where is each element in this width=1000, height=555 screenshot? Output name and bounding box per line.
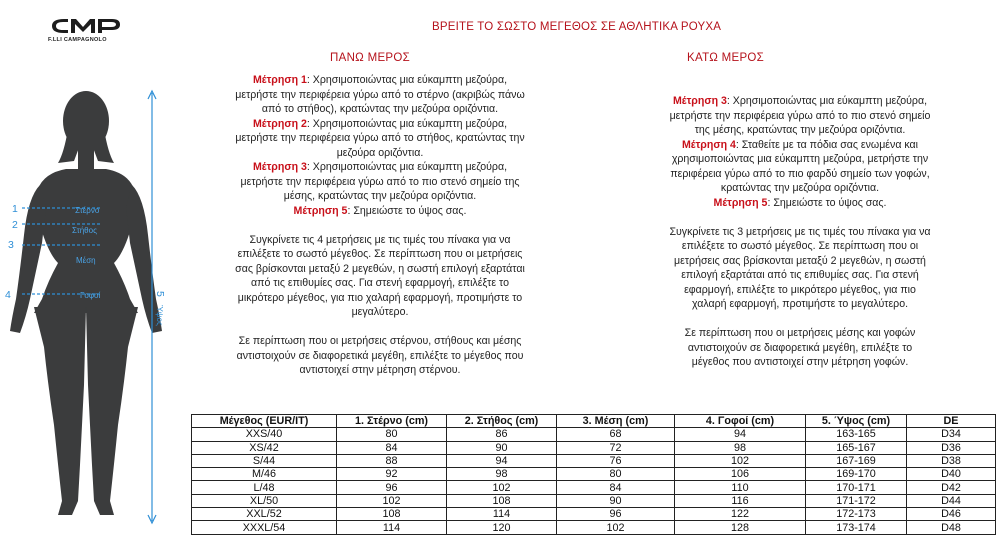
- lower-p2-line6: χαλαρή εφαρμογή, προτιμήστε το μεγαλύτερο.: [691, 298, 909, 310]
- cell-de: D34: [907, 428, 996, 441]
- cell-bust: 94: [447, 454, 557, 467]
- lower-m4-text: : Σταθείτε με τα πόδια σας ενωμένα και: [735, 138, 919, 151]
- cell-de: D44: [907, 494, 996, 507]
- upper-m1-line3: από το στήθος), κρατώντας την μεζούρα οριζόντια.: [261, 103, 499, 115]
- cell-waist: 102: [557, 521, 675, 534]
- waist-label: Μέση: [76, 256, 96, 265]
- cell-bust: 86: [447, 428, 557, 441]
- cell-waist: 84: [557, 481, 675, 494]
- lower-p2-line2: επιλέξετε το σωστό μέγεθος. Σε περίπτωση που οι: [681, 240, 919, 252]
- cell-de: D48: [907, 521, 996, 534]
- upper-m5-text: : Σημειώστε το ύψος σας.: [347, 204, 467, 217]
- cell-chest: 102: [337, 494, 447, 507]
- col-de: DE: [907, 415, 996, 428]
- page-title: ΒΡΕΙΤΕ ΤΟ ΣΩΣΤΟ ΜΕΓΕΘΟΣ ΣΕ ΑΘΛΗΤΙΚΑ ΡΟΥΧΑ: [432, 21, 722, 33]
- table-row: [192, 468, 996, 481]
- cell-waist: 96: [557, 508, 675, 521]
- upper-p2-line3: σας βρίσκονται μεταξύ 2 μεγεθών, η σωστή επιλογή εξαρτάται: [235, 262, 525, 275]
- bust-label: Στήθος: [72, 226, 97, 235]
- table-row: [192, 521, 996, 534]
- cell-height: 170-171: [806, 481, 907, 494]
- woman-silhouette: [10, 91, 162, 515]
- table-row: [192, 441, 996, 454]
- lower-p3-line1: Σε περίπτωση που οι μετρήσεις μέσης και γοφών: [684, 327, 916, 339]
- lower-m4-line2: χρησιμοποιώντας μια εύκαμπτη μεζούρα, μετρήστε την: [671, 153, 929, 165]
- cell-hips: 116: [675, 494, 806, 507]
- upper-instructions: [190, 73, 570, 378]
- cell-chest: 108: [337, 508, 447, 521]
- upper-m3-label: Μέτρηση 3: [252, 161, 307, 173]
- marker-3: 3: [8, 239, 14, 251]
- cell-height: 163-165: [806, 428, 907, 441]
- cell-bust: 102: [447, 481, 557, 494]
- height-label: [154, 291, 166, 326]
- upper-m3-text: : Χρησιμοποιώντας μια εύκαμπτη μεζούρα,: [306, 161, 508, 173]
- cell-hips: 106: [675, 468, 806, 481]
- lower-p2-line4: επιλογή εξαρτάται από τις επιθυμίες σας. Για στενή: [681, 269, 919, 281]
- cmp-logo: [48, 16, 124, 43]
- table-row: [192, 481, 996, 494]
- table-row: [192, 494, 996, 507]
- col-hips: 4. Γοφοί (cm): [675, 415, 806, 428]
- upper-m1-line2: μετρήστε την περιφέρεια γύρω από το στέρνο (ακριβώς πάνω: [235, 88, 525, 101]
- marker-5: 5: [154, 291, 166, 297]
- lower-m4-line1: [620, 138, 980, 153]
- marker-1: 1: [12, 203, 18, 215]
- cell-de: D36: [907, 441, 996, 454]
- cell-chest: 96: [337, 481, 447, 494]
- cell-size: XL/50: [192, 494, 337, 507]
- cell-bust: 90: [447, 441, 557, 454]
- upper-m2-line3: μεζούρα οριζόντια.: [336, 146, 424, 159]
- upper-m5-line1: [190, 204, 570, 219]
- lower-m4-line3: περιφέρεια γύρω από το πιο φαρδύ σημείο των γοφών,: [670, 167, 930, 180]
- cmp-logo-mark: [48, 16, 124, 36]
- cell-size: XXL/52: [192, 508, 337, 521]
- upper-p3-line1: Σε περίπτωση που οι μετρήσεις στέρνου, στήθους και μέσης: [238, 335, 522, 347]
- upper-p2-line6: μεγαλύτερο.: [351, 306, 409, 318]
- cell-de: D38: [907, 454, 996, 467]
- upper-m2-line2: μετρήστε την περιφέρεια γύρω από το στήθος, κρατώντας την: [235, 132, 525, 144]
- cell-de: D42: [907, 481, 996, 494]
- upper-m2-text: : Χρησιμοποιώντας μια εύκαμπτη μεζούρα,: [306, 117, 508, 130]
- cell-size: M/46: [192, 468, 337, 481]
- cell-height: 172-173: [806, 508, 907, 521]
- upper-p2-line4: από τις επιθυμίες σας. Για στενή εφαρμογή, επιλέξτε το: [251, 277, 509, 289]
- cell-size: XS/42: [192, 441, 337, 454]
- cell-height: 167-169: [806, 454, 907, 467]
- lower-m3-label: Μέτρηση 3: [672, 95, 727, 107]
- height-text: Ύψος: [155, 305, 164, 326]
- table-row: [192, 508, 996, 521]
- lower-p2-line5: εφαρμογή, επιλέξτε το μικρότερο μέγεθος, για πιο: [684, 283, 916, 296]
- cell-hips: 94: [675, 428, 806, 441]
- cell-height: 165-167: [806, 441, 907, 454]
- upper-m5-label: Μέτρηση 5: [293, 204, 348, 217]
- cell-waist: 76: [557, 454, 675, 467]
- upper-p2-line1: Συγκρίνετε τις 4 μετρήσεις με τις τιμές του πίνακα για να: [249, 233, 511, 246]
- cell-hips: 110: [675, 481, 806, 494]
- lower-m5-text: : Σημειώστε το ύψος σας.: [767, 196, 887, 209]
- cell-height: 171-172: [806, 494, 907, 507]
- hips-label: Γοφοί: [80, 291, 101, 300]
- cell-waist: 90: [557, 494, 675, 507]
- cell-waist: 80: [557, 468, 675, 481]
- upper-m1-label: Μέτρηση 1: [252, 74, 307, 86]
- cell-hips: 122: [675, 508, 806, 521]
- upper-m3-line1: [190, 160, 570, 175]
- cell-height: 169-170: [806, 468, 907, 481]
- size-table-header: [192, 415, 996, 428]
- brand-subtitle: F.LLI CAMPAGNOLO: [48, 37, 107, 43]
- chest-label: Στέρνο: [75, 206, 100, 215]
- upper-m3-line3: μέσης, κρατώντας την μεζούρα οριζόντια.: [283, 190, 477, 202]
- upper-section-title: ΠΑΝΩ ΜΕΡΟΣ: [330, 52, 411, 64]
- cell-bust: 120: [447, 521, 557, 534]
- lower-m4-label: Μέτρηση 4: [681, 138, 736, 151]
- upper-m1-line1: [190, 73, 570, 88]
- lower-section-title: ΚΑΤΩ ΜΕΡΟΣ: [687, 52, 765, 64]
- cell-de: D46: [907, 508, 996, 521]
- lower-m3-line1: [620, 94, 980, 109]
- upper-p3-line2: αντιστοιχούν σε διαφορετικά μεγέθη, επιλέξτε το μέγεθος που: [236, 349, 524, 362]
- col-bust: 2. Στήθος (cm): [447, 415, 557, 428]
- cell-height: 173-174: [806, 521, 907, 534]
- upper-m2-line1: [190, 117, 570, 132]
- cell-chest: 88: [337, 454, 447, 467]
- cell-hips: 98: [675, 441, 806, 454]
- col-chest: 1. Στέρνο (cm): [337, 415, 447, 428]
- lower-m5-line1: [620, 196, 980, 211]
- col-height: 5. Ύψος (cm): [806, 415, 907, 428]
- cell-size: L/48: [192, 481, 337, 494]
- cell-waist: 72: [557, 441, 675, 454]
- lower-m3-line2: μετρήστε την περιφέρεια γύρω από το πιο στενό σημείο: [669, 109, 931, 122]
- upper-p2-line5: μικρότερο μέγεθος, για πιο χαλαρή εφαρμογή, προτιμήστε το: [237, 291, 523, 304]
- table-row: [192, 454, 996, 467]
- lower-p2-line3: μετρήσεις σας βρίσκονται μεταξύ 2 μεγεθών, η σωστή: [674, 254, 926, 267]
- cell-hips: 128: [675, 521, 806, 534]
- upper-p3-line3: αντιστοιχεί στην μέτρηση στέρνου.: [299, 364, 461, 376]
- lower-m3-text: : Χρησιμοποιώντας μια εύκαμπτη μεζούρα,: [726, 95, 928, 107]
- marker-2: 2: [12, 219, 18, 231]
- cell-bust: 98: [447, 468, 557, 481]
- lower-m5-label: Μέτρηση 5: [713, 196, 768, 209]
- cell-size: XXS/40: [192, 428, 337, 441]
- col-size: Μέγεθος (EUR/IT): [192, 415, 337, 428]
- cell-bust: 108: [447, 494, 557, 507]
- cell-chest: 80: [337, 428, 447, 441]
- lower-m4-line4: κρατώντας την μεζούρα οριζόντια.: [720, 182, 880, 194]
- lower-p3-line2: αντιστοιχούν σε διαφορετικά μεγέθη, επιλέξτε το: [687, 341, 913, 354]
- cell-chest: 92: [337, 468, 447, 481]
- body-figure: [0, 85, 200, 555]
- upper-m3-line2: μετρήστε την περιφέρεια γύρω από το πιο στενό σημείο της: [240, 175, 520, 188]
- upper-p2-line2: επιλέξετε το σωστό μέγεθος. Σε περίπτωση που οι μετρήσεις: [237, 248, 523, 260]
- cell-hips: 102: [675, 454, 806, 467]
- cell-chest: 84: [337, 441, 447, 454]
- cell-de: D40: [907, 468, 996, 481]
- upper-m2-label: Μέτρηση 2: [252, 117, 307, 130]
- cell-bust: 114: [447, 508, 557, 521]
- measurement-labels: [5, 203, 18, 301]
- cell-waist: 68: [557, 428, 675, 441]
- cell-size: S/44: [192, 454, 337, 467]
- cell-chest: 114: [337, 521, 447, 534]
- size-table: [191, 414, 996, 535]
- marker-4: 4: [5, 289, 11, 301]
- table-row: [192, 428, 996, 441]
- upper-m1-text: : Χρησιμοποιώντας μια εύκαμπτη μεζούρα,: [306, 74, 508, 86]
- lower-m3-line3: της μέσης, κρατώντας την μεζούρα οριζόντια.: [694, 124, 906, 136]
- col-waist: 3. Μέση (cm): [557, 415, 675, 428]
- lower-p3-line3: μέγεθος που αντιστοιχεί στην μέτρηση γοφών.: [691, 356, 909, 368]
- lower-p2-line1: Συγκρίνετε τις 3 μετρήσεις με τις τιμές του πίνακα για να: [669, 225, 931, 238]
- cell-size: XXXL/54: [192, 521, 337, 534]
- lower-instructions: [620, 94, 980, 370]
